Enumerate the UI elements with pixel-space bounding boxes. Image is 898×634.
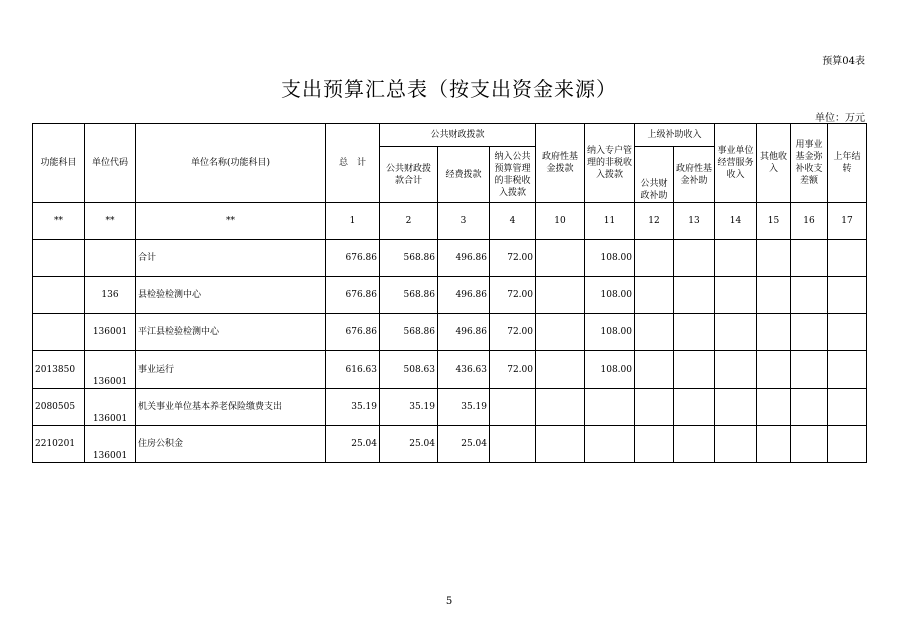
empty-cell bbox=[828, 389, 867, 426]
header-budget-non-tax: 纳入公共预算管理的非税收入拨款 bbox=[490, 147, 536, 203]
form-number: 预算04表 bbox=[822, 56, 865, 67]
table-row bbox=[33, 389, 867, 426]
empty-cell bbox=[757, 277, 791, 314]
empty-cell bbox=[635, 426, 674, 463]
gov-fund-cell bbox=[536, 314, 585, 351]
header-last-year-carryover: 上年结转 bbox=[828, 124, 867, 203]
special-cell bbox=[585, 389, 635, 426]
header-superior-subsidy: 上级补助收入 bbox=[635, 124, 715, 147]
header-func-subject: 功能科目 bbox=[33, 124, 85, 203]
gov-fund-cell bbox=[536, 351, 585, 389]
special-cell bbox=[585, 426, 635, 463]
index-cell: 14 bbox=[715, 203, 757, 240]
empty-cell bbox=[791, 426, 828, 463]
empty-cell bbox=[715, 351, 757, 389]
index-row bbox=[33, 203, 867, 240]
gov-fund-cell bbox=[536, 277, 585, 314]
funding-cell: 35.19 bbox=[438, 389, 490, 426]
name-cell: 县检验检测中心 bbox=[136, 277, 326, 314]
index-cell: 17 bbox=[828, 203, 867, 240]
index-cell: ** bbox=[136, 203, 326, 240]
empty-cell bbox=[757, 351, 791, 389]
empty-cell bbox=[828, 351, 867, 389]
code-cell: 136001 bbox=[85, 351, 136, 389]
index-cell: 10 bbox=[536, 203, 585, 240]
code-cell: 136001 bbox=[85, 426, 136, 463]
index-cell: 15 bbox=[757, 203, 791, 240]
empty-cell bbox=[674, 277, 715, 314]
header-special-non-tax: 纳入专户管理的非税收入拨款 bbox=[585, 124, 635, 203]
gov-fund-cell bbox=[536, 389, 585, 426]
subject-cell bbox=[33, 277, 85, 314]
header-public-fiscal-subsidy: 公共财政补助 bbox=[635, 147, 674, 203]
unit-label: 单位：万元 bbox=[815, 113, 865, 124]
gov-fund-cell bbox=[536, 240, 585, 277]
funding-cell: 496.86 bbox=[438, 277, 490, 314]
empty-cell bbox=[674, 351, 715, 389]
header-public-fiscal: 公共财政拨款 bbox=[380, 124, 536, 147]
code-cell bbox=[85, 240, 136, 277]
empty-cell bbox=[828, 314, 867, 351]
code-cell: 136001 bbox=[85, 314, 136, 351]
budget-table bbox=[32, 123, 867, 463]
code-cell: 136001 bbox=[85, 389, 136, 426]
non-tax-cell: 72.00 bbox=[490, 314, 536, 351]
empty-cell bbox=[635, 240, 674, 277]
index-cell: 12 bbox=[635, 203, 674, 240]
page-number: 5 bbox=[445, 596, 453, 607]
funding-cell: 436.63 bbox=[438, 351, 490, 389]
empty-cell bbox=[635, 314, 674, 351]
non-tax-cell bbox=[490, 426, 536, 463]
empty-cell bbox=[791, 351, 828, 389]
name-cell: 合计 bbox=[136, 240, 326, 277]
fiscal-total-cell: 35.19 bbox=[380, 389, 438, 426]
special-cell: 108.00 bbox=[585, 240, 635, 277]
total-cell: 35.19 bbox=[326, 389, 380, 426]
non-tax-cell bbox=[490, 389, 536, 426]
index-cell: 2 bbox=[380, 203, 438, 240]
table-row bbox=[33, 351, 867, 389]
empty-cell bbox=[828, 240, 867, 277]
empty-cell bbox=[715, 389, 757, 426]
non-tax-cell: 72.00 bbox=[490, 277, 536, 314]
subject-cell: 2013850 bbox=[33, 351, 85, 389]
index-cell: 1 bbox=[326, 203, 380, 240]
fiscal-total-cell: 568.86 bbox=[380, 240, 438, 277]
name-cell: 平江县检验检测中心 bbox=[136, 314, 326, 351]
index-cell: ** bbox=[33, 203, 85, 240]
table-row bbox=[33, 277, 867, 314]
header-unit-code: 单位代码 bbox=[85, 124, 136, 203]
fiscal-total-cell: 568.86 bbox=[380, 277, 438, 314]
page-title: 支出预算汇总表（按支出资金来源） bbox=[281, 77, 617, 101]
subject-cell bbox=[33, 314, 85, 351]
empty-cell bbox=[757, 389, 791, 426]
index-cell: 11 bbox=[585, 203, 635, 240]
funding-cell: 496.86 bbox=[438, 240, 490, 277]
gov-fund-cell bbox=[536, 426, 585, 463]
index-cell: 16 bbox=[791, 203, 828, 240]
non-tax-cell: 72.00 bbox=[490, 351, 536, 389]
empty-cell bbox=[635, 389, 674, 426]
header-other-income: 其他收入 bbox=[757, 124, 791, 203]
empty-cell bbox=[791, 277, 828, 314]
name-cell: 事业运行 bbox=[136, 351, 326, 389]
name-cell: 住房公积金 bbox=[136, 426, 326, 463]
header-gov-fund-subsidy: 政府性基金补助 bbox=[674, 147, 715, 203]
header-fund-balance: 用事业基金弥补收支差额 bbox=[791, 124, 828, 203]
total-cell: 676.86 bbox=[326, 240, 380, 277]
index-cell: 3 bbox=[438, 203, 490, 240]
empty-cell bbox=[791, 314, 828, 351]
total-cell: 676.86 bbox=[326, 277, 380, 314]
code-cell: 136 bbox=[85, 277, 136, 314]
empty-cell bbox=[715, 314, 757, 351]
fiscal-total-cell: 508.63 bbox=[380, 351, 438, 389]
empty-cell bbox=[635, 277, 674, 314]
table-row bbox=[33, 240, 867, 277]
special-cell: 108.00 bbox=[585, 351, 635, 389]
header-total: 总 计 bbox=[326, 124, 380, 203]
empty-cell bbox=[674, 314, 715, 351]
empty-cell bbox=[757, 426, 791, 463]
header-business-income: 事业单位经营服务收入 bbox=[715, 124, 757, 203]
index-cell: 4 bbox=[490, 203, 536, 240]
subject-cell: 2080505 bbox=[33, 389, 85, 426]
empty-cell bbox=[828, 277, 867, 314]
funding-cell: 496.86 bbox=[438, 314, 490, 351]
index-cell: ** bbox=[85, 203, 136, 240]
empty-cell bbox=[757, 240, 791, 277]
empty-cell bbox=[674, 389, 715, 426]
empty-cell bbox=[674, 426, 715, 463]
empty-cell bbox=[791, 389, 828, 426]
special-cell: 108.00 bbox=[585, 314, 635, 351]
index-cell: 13 bbox=[674, 203, 715, 240]
total-cell: 676.86 bbox=[326, 314, 380, 351]
non-tax-cell: 72.00 bbox=[490, 240, 536, 277]
header-funding: 经费拨款 bbox=[438, 147, 490, 203]
empty-cell bbox=[791, 240, 828, 277]
empty-cell bbox=[635, 351, 674, 389]
total-cell: 616.63 bbox=[326, 351, 380, 389]
table-row bbox=[33, 314, 867, 351]
header-gov-fund: 政府性基金拨款 bbox=[536, 124, 585, 203]
empty-cell bbox=[674, 240, 715, 277]
empty-cell bbox=[715, 277, 757, 314]
header-unit-name: 单位名称(功能科目) bbox=[136, 124, 326, 203]
fiscal-total-cell: 25.04 bbox=[380, 426, 438, 463]
total-cell: 25.04 bbox=[326, 426, 380, 463]
empty-cell bbox=[715, 426, 757, 463]
funding-cell: 25.04 bbox=[438, 426, 490, 463]
empty-cell bbox=[715, 240, 757, 277]
name-cell: 机关事业单位基本养老保险缴费支出 bbox=[136, 389, 326, 426]
table-row bbox=[33, 426, 867, 463]
header-public-fiscal-total: 公共财政拨款合计 bbox=[380, 147, 438, 203]
subject-cell bbox=[33, 240, 85, 277]
special-cell: 108.00 bbox=[585, 277, 635, 314]
empty-cell bbox=[757, 314, 791, 351]
fiscal-total-cell: 568.86 bbox=[380, 314, 438, 351]
empty-cell bbox=[828, 426, 867, 463]
subject-cell: 2210201 bbox=[33, 426, 85, 463]
